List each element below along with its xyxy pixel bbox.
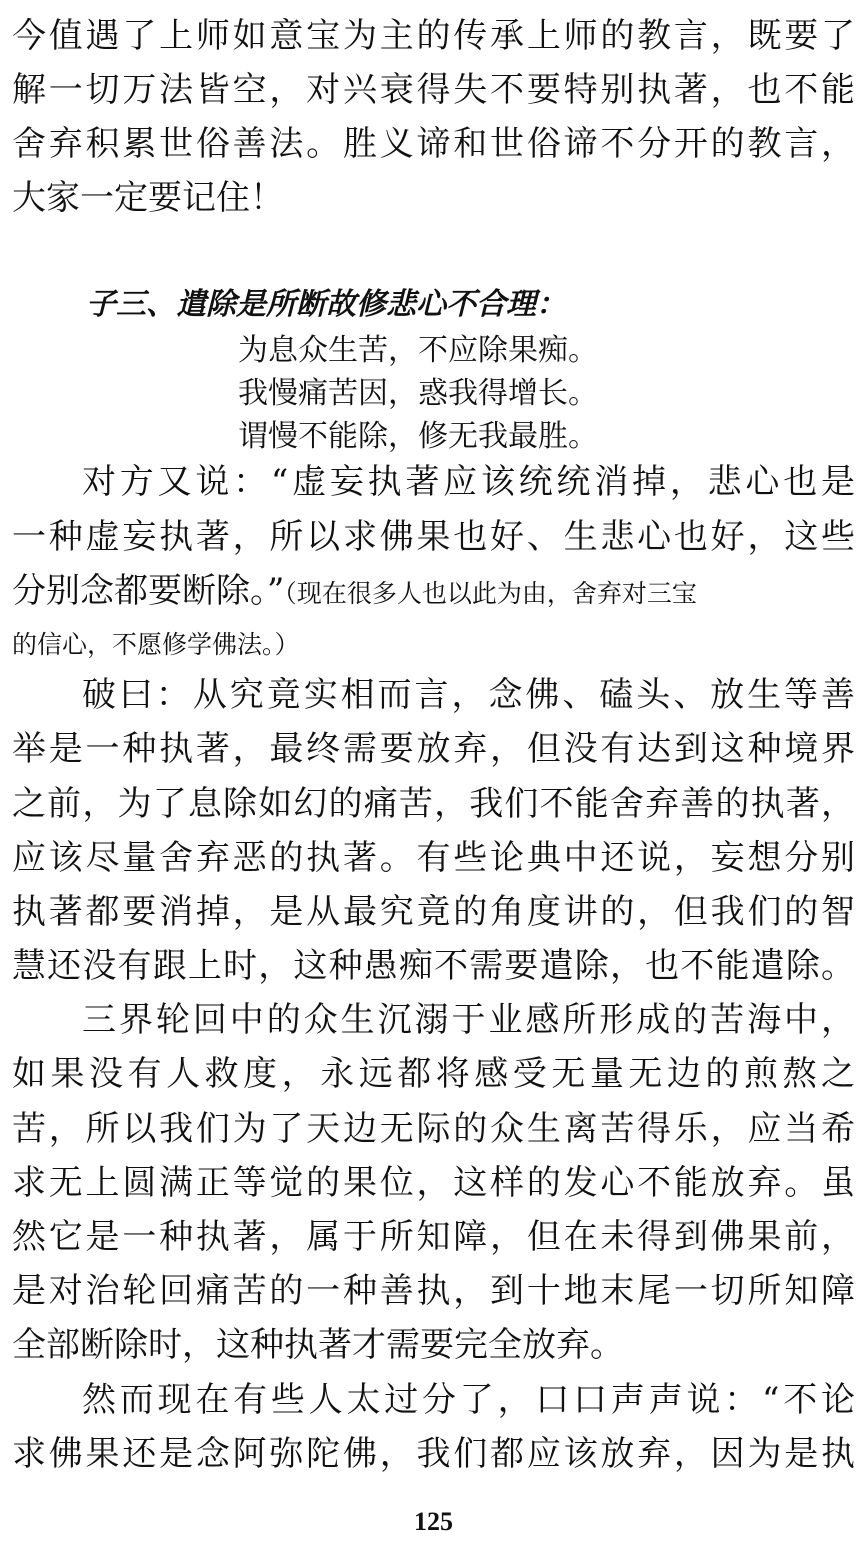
verse-line-1: 为息众生苦，不应除果痴。 bbox=[238, 333, 598, 368]
para2-line-2: 举是一种执著，最终需要放弃，但没有达到这种境界 bbox=[12, 729, 855, 769]
para2-line-3: 之前，为了息除如幻的痛苦，我们不能舍弃善的执著， bbox=[12, 784, 855, 824]
para3-line-3: 苦，所以我们为了天边无际的众生离苦得乐，应当希 bbox=[12, 1109, 855, 1149]
para2-line-5: 执著都要消掉，是从最究竟的角度讲的，但我们的智 bbox=[12, 892, 855, 932]
para1-line-4 bbox=[12, 622, 855, 665]
para2-line-1: 破曰：从究竟实相而言，念佛、磕头、放生等善 bbox=[82, 675, 855, 715]
section-heading: 子三、遣除是所断故修悲心不合理： bbox=[86, 287, 566, 322]
para4-line-1: 然而现在有些人太过分了，口口声声说：“不论 bbox=[82, 1380, 855, 1420]
verse-line-2: 我慢痛苦因，惑我得增长。 bbox=[238, 376, 598, 411]
para1-line-1: 对方又说：“虚妄执著应该统统消掉，悲心也是 bbox=[82, 462, 855, 502]
intro-line-1: 今值遇了上师如意宝为主的传承上师的教言，既要了 bbox=[12, 16, 855, 56]
intro-line-2: 解一切万法皆空，对兴衰得失不要特别执著，也不能 bbox=[12, 70, 855, 110]
para4-line-2: 求佛果还是念阿弥陀佛，我们都应该放弃，因为是执 bbox=[12, 1434, 855, 1474]
para3-line-7: 全部断除时，这种执著才需要完全放弃。 bbox=[12, 1325, 624, 1365]
para1-note-end: 的信心，不愿修学佛法。） bbox=[12, 630, 300, 659]
para3-line-2: 如果没有人救度，永远都将感受无量无边的煎熬之 bbox=[12, 1054, 855, 1094]
para2-line-4: 应该尽量舍弃恶的执著。有些论典中还说，妄想分别 bbox=[12, 838, 855, 878]
intro-line-3: 舍弃积累世俗善法。胜义谛和世俗谛不分开的教言， bbox=[12, 124, 855, 164]
page-number: 125 bbox=[414, 1507, 453, 1536]
intro-line-4: 大家一定要记住！ bbox=[12, 178, 284, 218]
para3-line-4: 求无上圆满正等觉的果位，这样的发心不能放弃。虽 bbox=[12, 1163, 855, 1203]
para1-line-3 bbox=[12, 571, 855, 614]
para3-line-1: 三界轮回中的众生沉溺于业感所形成的苦海中， bbox=[82, 1000, 855, 1040]
para1-note-start: （现在很多人也以此为由，舍弃对三宝 bbox=[284, 579, 697, 608]
para3-line-6: 是对治轮回痛苦的一种善执，到十地末尾一切所知障 bbox=[12, 1271, 855, 1311]
para1-line-2: 一种虚妄执著，所以求佛果也好、生悲心也好，这些 bbox=[12, 517, 855, 557]
para3-line-5: 然它是一种执著，属于所知障，但在未得到佛果前， bbox=[12, 1217, 855, 1257]
verse-line-3: 谓慢不能除，修无我最胜。 bbox=[238, 419, 598, 454]
para1-line-3-main: 分别念都要断除。” bbox=[12, 571, 285, 611]
para2-line-6: 慧还没有跟上时，这种愚痴不需要遣除，也不能遣除。 bbox=[12, 946, 855, 986]
